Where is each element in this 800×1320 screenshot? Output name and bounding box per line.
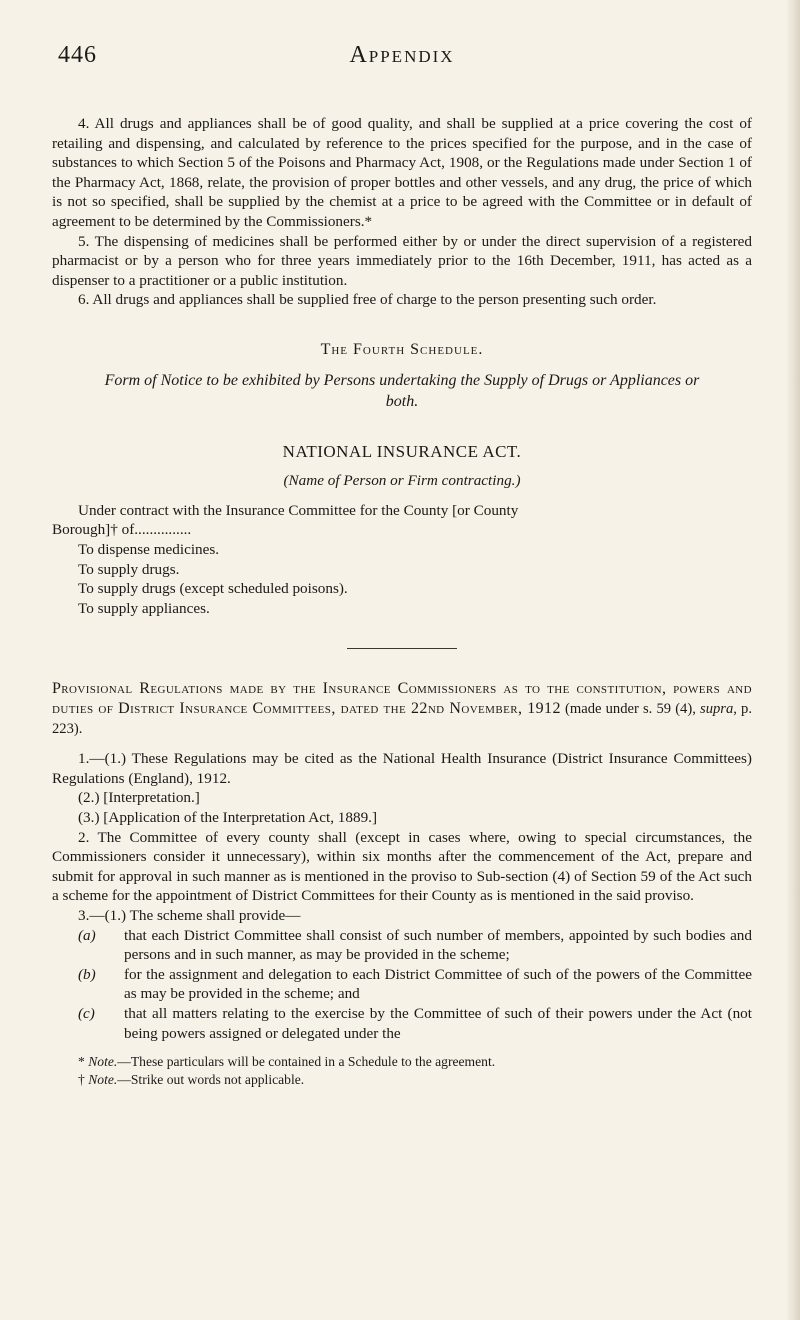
- provisional-regulations-heading: [52, 679, 752, 739]
- form-title: Form of Notice to be exhibited by Persons undertaking the Supply of Drugs or Appliances or both.: [104, 371, 700, 410]
- footnote-label: Note.: [88, 1072, 118, 1088]
- name-of-person-line: (Name of Person or Firm contracting.): [283, 472, 521, 490]
- fourth-schedule-heading: The Fourth Schedule.: [320, 340, 484, 358]
- service-item: To supply drugs.: [78, 560, 180, 578]
- item-label: (b): [78, 965, 96, 983]
- item-label: (a): [78, 926, 96, 944]
- footnote-asterisk: [52, 1053, 752, 1071]
- heading-lead: Provisional Regulations made by the Insurance Commissioners as to the constitution, powers and duties of District Insurance Committees, dated the 22nd November, 1912: [52, 680, 752, 718]
- regulation-3-item-a: [52, 926, 752, 965]
- contract-line-1: Under contract with the Insurance Committee for the County [or County: [78, 501, 519, 519]
- footnote-mark: †: [78, 1072, 89, 1088]
- page-edge-shadow: [786, 0, 800, 1320]
- item-text: for the assignment and delegation to each District Committee of such of the powers of the Committee as may be provided in the scheme; and: [124, 965, 752, 1003]
- item-text: that all matters relating to the exercise by the Committee of such of their powers under the Act (not being powers assigned or delegated under the: [124, 1005, 752, 1042]
- item-text: that each District Committee shall consist of such number of members, appointed by such bodies and persons and in such manner, as may be provided in the scheme;: [124, 926, 752, 964]
- footnote-text: —Strike out words not applicable.: [117, 1072, 305, 1088]
- regulation-3-intro: 3.—(1.) The scheme shall provide—: [78, 907, 301, 925]
- footnote-label: Note.: [88, 1054, 118, 1070]
- page-body: [52, 114, 752, 1089]
- service-item: To dispense medicines.: [78, 540, 220, 558]
- footnote-dagger: [52, 1071, 752, 1089]
- heading-end: , p. 223).: [52, 701, 753, 738]
- service-item: To supply appliances.: [78, 599, 210, 617]
- running-head: Appendix: [349, 42, 455, 68]
- regulation-2: 2. The Committee of every county shall (except in cases where, owing to special circumstances, the Commissioners consider it unnecessary), within six months after the commencement of the Act, prepare and submit for approval in such manner as is mentioned in the proviso to Sub-section (4) of Section 59 of the Act such a scheme for the appointment of District Committees for their County as is mentioned in the said proviso.: [52, 828, 752, 905]
- service-item: To supply drugs (except scheduled poisons).: [78, 580, 348, 598]
- page-number: 446: [58, 42, 97, 68]
- regulation-3-item-b: [52, 965, 752, 1004]
- regulation-1-2: (2.) [Interpretation.]: [78, 789, 200, 807]
- footnote-mark: *: [78, 1054, 89, 1070]
- paragraph-4: 4. All drugs and appliances shall be of good quality, and shall be supplied at a price covering the cost of retailing and dispensing, and calculated by reference to the prices specified for the purpose, and in the case of substances to which Section 5 of the Poisons and Pharmacy Act, 1908, or the Regulations made under Section 1 of the Pharmacy Act, 1868, relate, the provision of proper bottles and other vessels, and any drug, the price of which is not so specified, shall be supplied by the chemist at a price to be agreed with the Committee or in default of agreement to be determined by the Commissioners.*: [52, 115, 752, 230]
- heading-supra: supra: [700, 701, 734, 718]
- paragraph-6: 6. All drugs and appliances shall be supplied free of charge to the person presenting such order.: [78, 291, 657, 309]
- contract-line-2: Borough]† of...............: [52, 521, 192, 539]
- paragraph-5: 5. The dispensing of medicines shall be performed either by or under the direct supervision of a registered pharmacist or by a person who for three years immediately prior to the 16th December, 1911, has acted as a dispenser to a practitioner or a public institution.: [52, 232, 752, 289]
- footnote-text: —These particulars will be contained in a Schedule to the agreement.: [117, 1054, 496, 1070]
- act-title: NATIONAL INSURANCE ACT.: [282, 441, 522, 461]
- regulation-1-3: (3.) [Application of the Interpretation Act, 1889.]: [78, 809, 378, 827]
- heading-tail: (made under s. 59 (4),: [560, 701, 701, 718]
- regulation-1-1: 1.—(1.) These Regulations may be cited as the National Health Insurance (District Insurance Committees) Regulations (England), 1912.: [52, 750, 752, 787]
- item-label: (c): [78, 1005, 95, 1022]
- regulation-3-item-c: [52, 1004, 752, 1043]
- page-header: [52, 42, 752, 82]
